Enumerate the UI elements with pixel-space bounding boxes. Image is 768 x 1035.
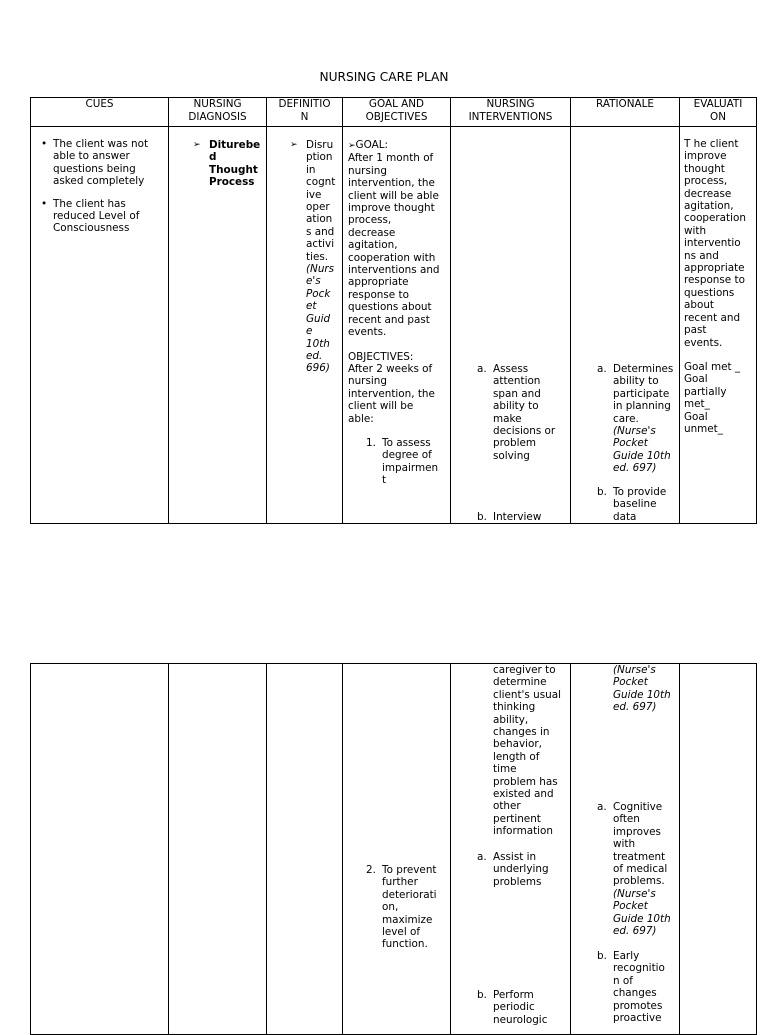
rationale-mark: b. bbox=[597, 486, 607, 498]
rationale-text: Determines ability to participate in planning care. bbox=[613, 363, 674, 425]
header-goal: GOAL AND OBJECTIVES bbox=[365, 98, 428, 123]
rationale-a2 bbox=[597, 801, 677, 937]
intervention-mark: a. bbox=[477, 851, 487, 863]
intervention-text: Assess attention span and ability to make decisions or problem solving bbox=[493, 363, 556, 462]
intervention-b1-continued bbox=[493, 664, 569, 838]
cue-item: • The client was not able to answer questions being asked completely bbox=[41, 138, 163, 188]
intervention-mark: b. bbox=[477, 511, 487, 523]
objectives-text: After 2 weeks of nursing intervention, the client will be able: bbox=[348, 362, 435, 425]
header-cues: CUES bbox=[85, 98, 114, 110]
evaluation-cell bbox=[684, 138, 754, 435]
definition-citation: (Nurs e's Pock et Guid e 10th ed. 696) bbox=[306, 263, 335, 375]
cues-cell bbox=[41, 138, 163, 235]
intervention-text: caregiver to determine client's usual thinking ability, changes in behavior, length of time problem has existed and other pertinent information bbox=[493, 664, 561, 838]
cue-item: • The client has reduced Level of Consciousness bbox=[41, 198, 163, 235]
diagnosis-cell bbox=[193, 139, 265, 189]
intervention-b1 bbox=[477, 511, 569, 523]
rationale-a1 bbox=[597, 363, 677, 475]
intervention-mark: a. bbox=[477, 363, 487, 375]
diagnosis-text: ➢ Diturebe d Thought Process bbox=[193, 139, 265, 189]
rationale-b1 bbox=[597, 486, 677, 523]
definition-text: Disru ption in cognt ive oper ation s and activi ties. bbox=[306, 139, 336, 263]
rationale-b1-citation bbox=[613, 664, 677, 714]
rationale-mark: b. bbox=[597, 950, 607, 962]
objective-1: To assess degree of impairmen t bbox=[382, 436, 439, 487]
header-rationale: RATIONALE bbox=[596, 98, 654, 110]
objective-2: To prevent further deteriorati on, maximize level of function. bbox=[382, 864, 437, 951]
goal-label: GOAL: bbox=[355, 139, 388, 151]
intervention-b2 bbox=[477, 989, 569, 1026]
intervention-mark: b. bbox=[477, 989, 487, 1001]
objective-number: 1. bbox=[366, 436, 376, 449]
objective-number: 2. bbox=[366, 864, 376, 876]
intervention-text: Interview bbox=[493, 511, 542, 523]
care-plan-table-continued bbox=[30, 663, 757, 1035]
rationale-mark: a. bbox=[597, 363, 607, 375]
rationale-mark: a. bbox=[597, 801, 607, 813]
rationale-text: Cognitive often improves with treatment of medical problems. bbox=[613, 801, 668, 888]
goal-text: After 1 month of nursing intervention, the client will be able improve thought process, decrease agitation, cooperation with interventions and appropriate response to questions about recent and past events. bbox=[348, 152, 440, 339]
objective-2-cell bbox=[366, 864, 448, 951]
objectives-label: OBJECTIVES: bbox=[348, 350, 414, 363]
evaluation-goals: Goal met _ Goal partially met_ Goal unmet_ bbox=[684, 360, 741, 435]
intervention-text: Perform periodic neurologic bbox=[493, 989, 548, 1026]
header-interventions: NURSING INTERVENTIONS bbox=[468, 98, 553, 123]
definition-cell bbox=[290, 139, 340, 375]
care-plan-table bbox=[30, 97, 757, 524]
rationale-citation: (Nurse's Pocket Guide 10th ed. 697) bbox=[613, 664, 671, 714]
intervention-a1 bbox=[477, 363, 569, 462]
goal-cell: ➢GOAL: After 1 month of nursing intervention, the client will be able improve thought process, decrease agitation, cooperation with interventions and appropriate response to questions about recent and past events. OBJECTIVES: After 2 weeks of nursing intervention, the client will be able: 1. To assess degree of impairmen t bbox=[348, 139, 448, 487]
evaluation-text: T he client improve thought process, decrease agitation, cooperation with interventio ns and appropriate response to questions about recent and past events. bbox=[684, 138, 746, 349]
page-title: NURSING CARE PLAN bbox=[319, 70, 449, 84]
rationale-text: To provide baseline data bbox=[613, 486, 667, 523]
header-definition: DEFINITIO N bbox=[278, 98, 331, 123]
intervention-a2 bbox=[477, 851, 569, 888]
rationale-text: Early recognitio n of changes promotes proactive bbox=[613, 950, 665, 1025]
header-diagnosis: NURSING DIAGNOSIS bbox=[188, 98, 247, 123]
rationale-b2 bbox=[597, 950, 677, 1024]
header-evaluation: EVALUATI ON bbox=[693, 98, 743, 123]
intervention-text: Assist in underlying problems bbox=[493, 851, 549, 888]
rationale-citation: (Nurse's Pocket Guide 10th ed. 697) bbox=[613, 887, 671, 938]
rationale-citation: (Nurse's Pocket Guide 10th ed. 697) bbox=[613, 425, 671, 475]
